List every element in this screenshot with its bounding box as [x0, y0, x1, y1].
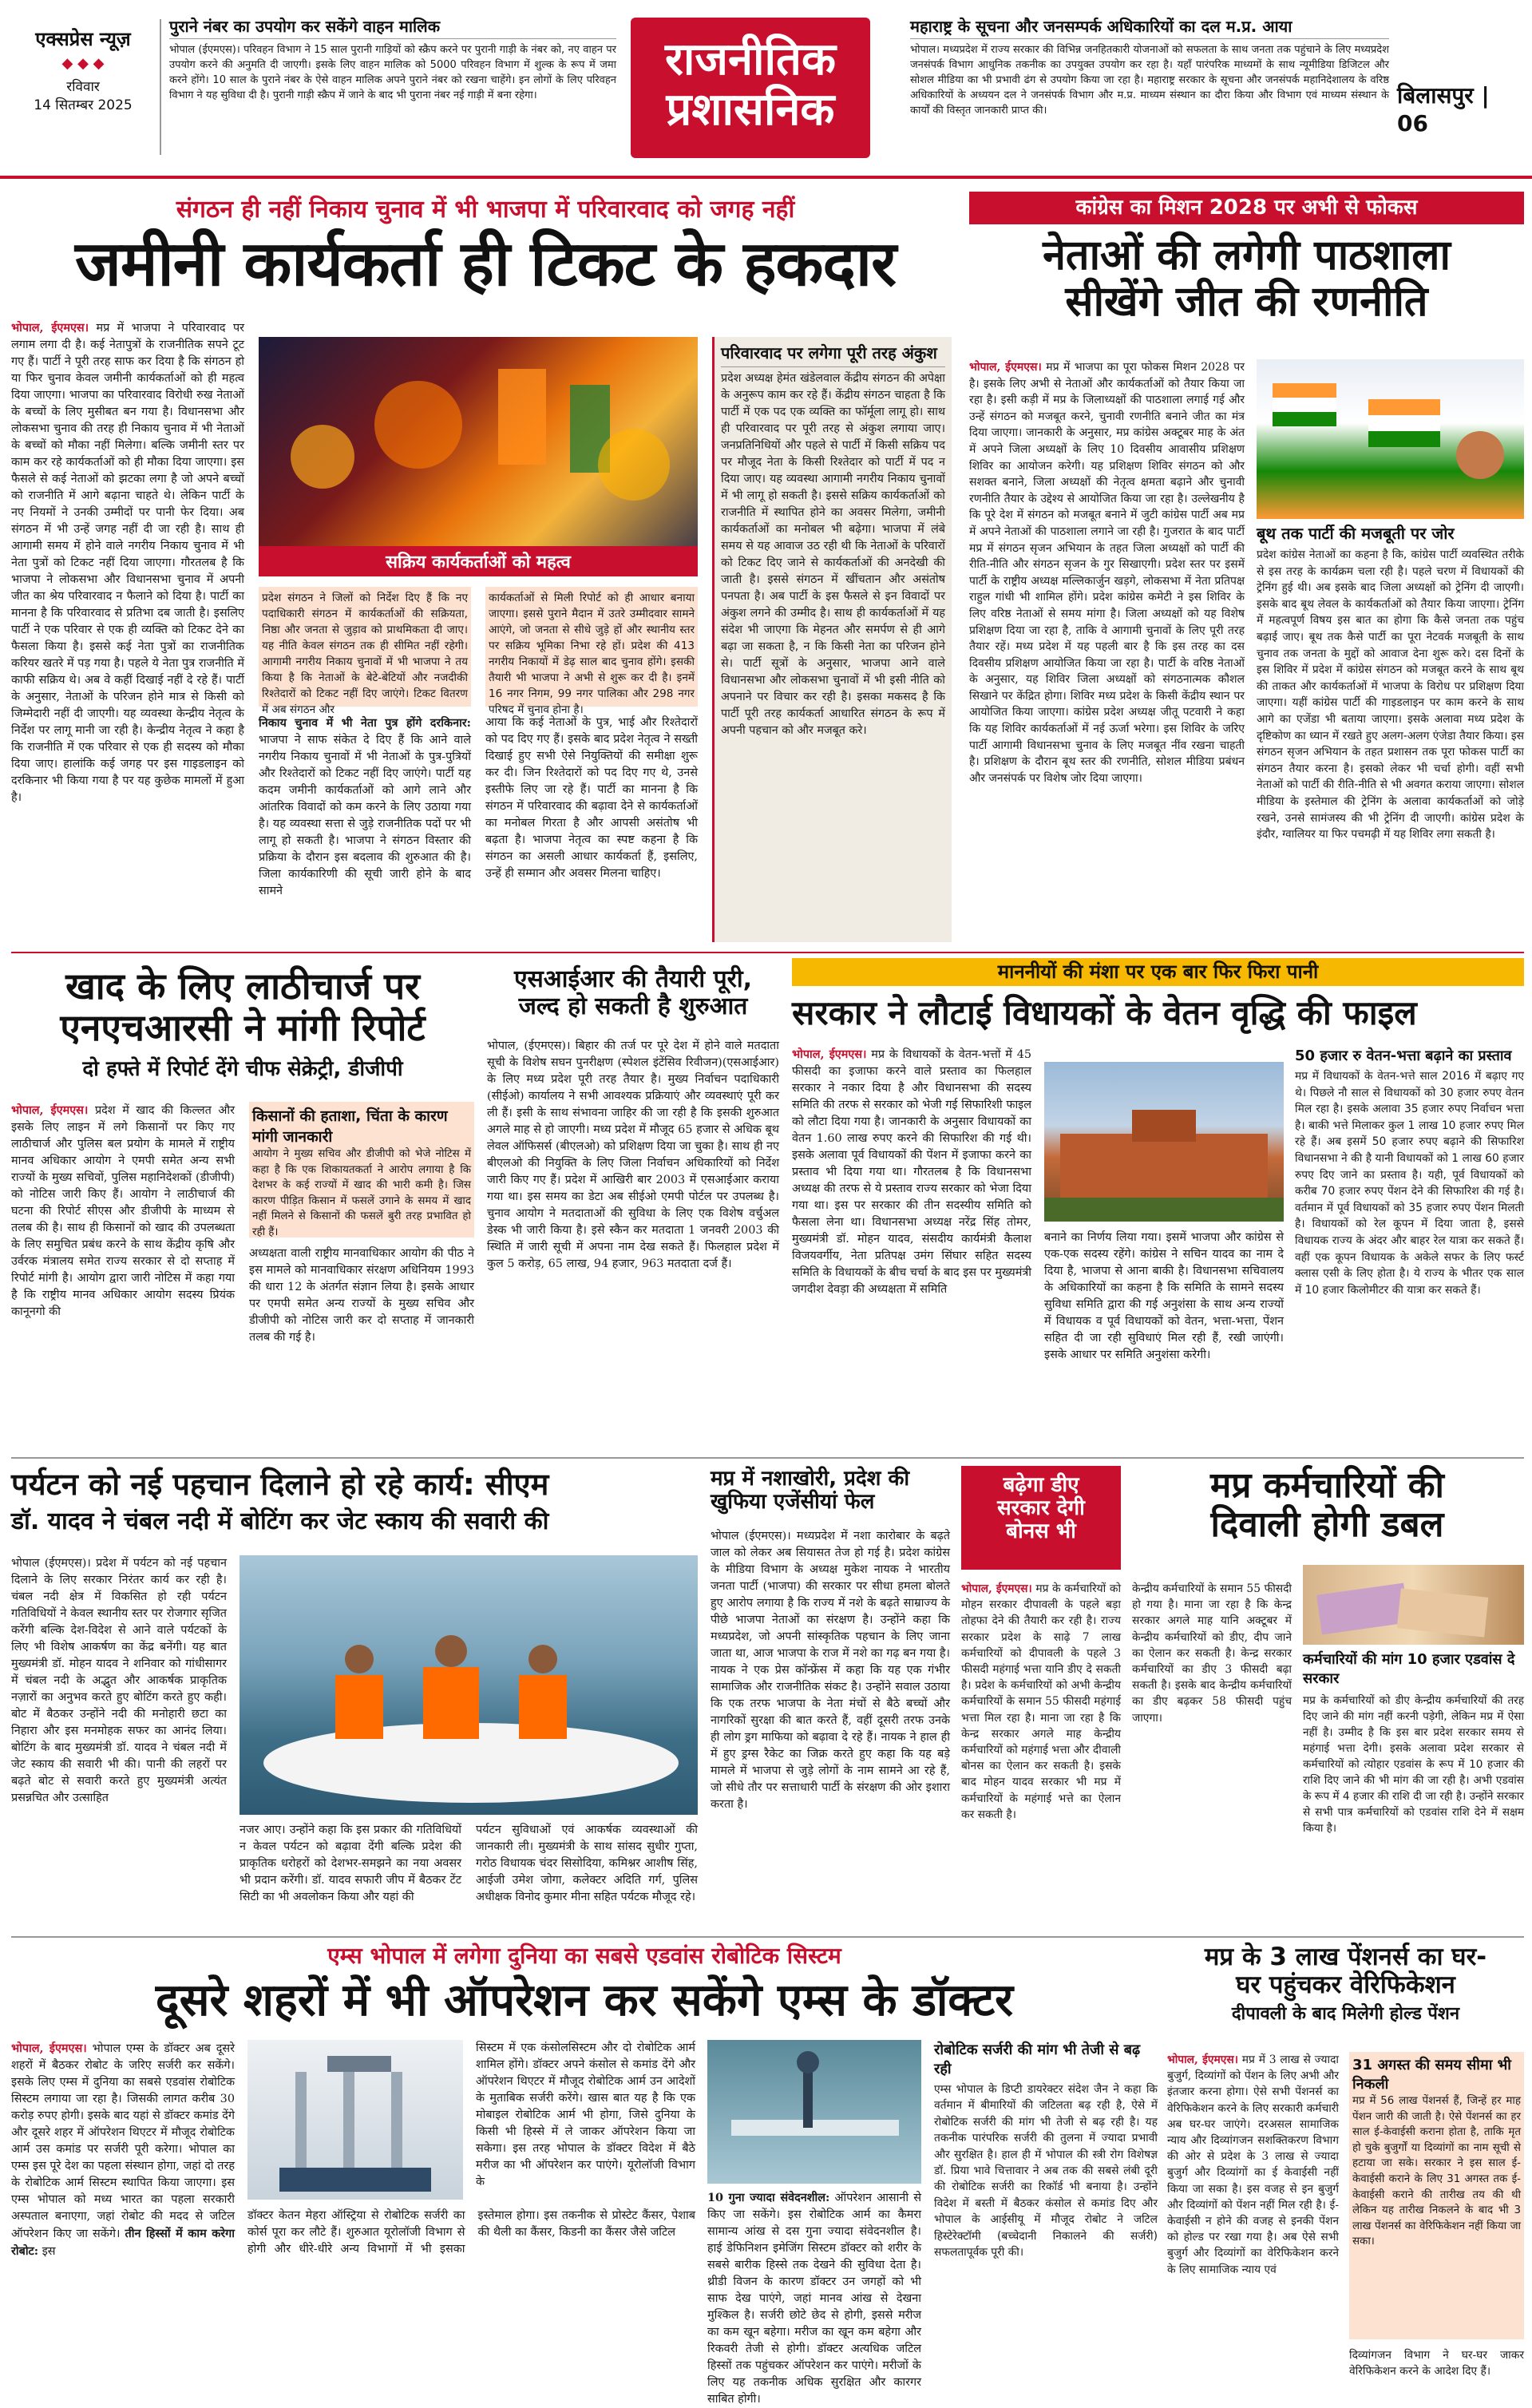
headline: सरकार ने लौटाई विधायकों के वेतन वृद्धि की फाइल — [792, 992, 1417, 1032]
building-illustration — [1044, 1062, 1284, 1222]
story-sir-prep — [487, 958, 779, 1453]
sidebar-box — [1295, 1046, 1524, 1449]
kicker: एम्स भोपाल में लगेगा दुनिया का सबसे एडवांस रोबोटिक सिस्टम — [327, 1943, 841, 1969]
kicker: माननीयों की मंशा पर एक बार फिर फिरा पानी — [792, 958, 1524, 986]
sidebar-body: प्रदेश कांग्रेस नेताओं का कहना है कि, कांग्रेस पार्टी व्यवस्थित तरीके से इस तरह के कार्यक्रम चला रही है। पहले चरण में विधायकों की ट्रेनिंग हुई थी। अब इसके बाद जिला अध्यक्षों को ट्रेनिंग दी जाएगी। इसके बाद बूथ लेवल के कार्यकर्ताओं को तैयार किया जाएगा। ट्रेनिंग में महत्वपूर्ण विषय इस बात का होगा कि कैसे जनता तक पहुंच बढ़ाई जाए। बूथ तक कैसे पार्टी का पूरा नेटवर्क मजबूती के साथ चुनाव तक जनता के मुद्दों को आवाज देना शुरू करे। दस दिनों के इस शिविर में प्रदेश में कांग्रेस संगठन को मजबूत करने के साथ बूथ की ताकत और कार्यकर्ताओं में भाजपा के विरोध पर प्रशिक्षण दिया जाएगा। यहीं कांग्रेस पार्टी की गाइडलाइन पर काम करने के साथ आगे का एजेंडा भी बताया जाएगा। इसके अलावा मध्य प्रदेश के दृष्टिकोण का ध्यान में रखते हुए अलग-अलग एंजेडा तैयार किया। इस संगठन सृजन अभियान के तहत प्रशासन तक पूरा फोकस पार्टी का संगठन तैयार करना है। इसको लेकर भी चर्चा होगी। वहीं सभी नेताओं को पार्टी की रीति-नीति से भी अवगत कराया जाएगा। सोशल मीडिया के इस्तेमाल की ट्रेनिंग के अलावा कार्यकर्ताओं को जोड़े रखने, उनसे सामंजस्य की भी ट्रेनिंग दी जाएगी। कांग्रेस प्रदेश के इंदौर, ग्वालियर या फिर पचमढ़ी में यह शिविर लगा सकती है। — [1257, 549, 1524, 842]
body-text: भोपाल, (ईएमएस)। बिहार की तर्ज पर पूरे देश में होने वाले मतदाता सूची के विशेष सघन पुनरीक्षण (स्पेशल इंटेंसिव रिवीजन)(एसआईआर) के लिए मध्य प्रदेश पूरी तरह तैयार है। मुख्य निर्वाचन पदाधिकारी (सीईओ) कार्यालय ने सभी आवश्यक प्रक्रियाएं और व्यवस्थाएं पूरी कर ली हैं। इसी के साथ संभावना जाहिर की जा रही है कि इसकी शुरुआत अगले माह से हो जाएगी। मध्य प्रदेश में मौजूद 65 हजार से अधिक बूथ लेवल ऑफिसर्स (बीएलओ) को प्रशिक्षण दिया जा चुका है। साथ ही नए बीएलओ की नियुक्ति के लिए जिला निर्वाचन अधिकारियों को निर्देश जारी किए गए हैं। प्रदेश में आखिरी बार 2003 में एसआईआर कराया गया था। इस समय का डेटा अब सीईओ एमपी पोर्टल पर उपलब्ध है। चुनाव आयोग ने मतदाताओं की सुविधा के लिए एक विशेष वर्चुअल डेस्क भी जारी किया है। इसे स्कैन कर मतदाता 1 जनवरी 2003 की स्थिति में जारी सूची में अपना नाम देख सकते हैं। फिलहाल प्रदेश में कुल 5 करोड़, 65 लाख, 94 हजार, 963 मतदाता दर्ज हैं। — [487, 1040, 779, 1270]
section-title-1: राजनीतिक — [665, 34, 836, 85]
body-text: भोपाल (ईएमएस)। प्रदेश में पर्यटन को नई पहचान दिलाने के लिए सरकार निरंतर कार्य कर रही है। चंबल नदी क्षेत्र में विकसित हो रही पर्यटन गतिविधियों ने केवल स्थानीय स्तर पर रोजगार सृजित करेंगी बल्कि देश-विदेश से आने वाले पर्यटकों के लिए भी विशेष आकर्षण का केंद्र बनेंगी। यह बात मुख्यमंत्री डॉ. मोहन यादव ने शनिवार को गांधीसागर में चंबल नदी के अद्भुत और आकर्षक प्राकृतिक नज़ारों का अनुभव करते हुए बोटिंग करते हुए कही। बोट में बैठकर उन्होंने नदी की मनोहारी छटा का निहारा और इस मनमोहक सफर का आनंद लिया। बोटिंग के बाद मुख्यमंत्री डॉ. यादव ने चंबल नदी में जेट स्काय की सवारी भी की। पानी की लहरों पर बढ़ते बोट से सवारी करते हुए मुख्यमंत्री अत्यंत प्रसन्नचित और उत्साहित — [11, 1557, 227, 1804]
flag-illustration — [1257, 359, 1524, 519]
story-column — [259, 715, 471, 942]
body-text: भोपाल (ईएमएस)। मध्यप्रदेश में नशा कारोबार के बढ़ते जाल को लेकर अब सियासत तेज हो गई है। प्रदेश कांग्रेस के मीडिया विभाग के अध्यक्ष मुकेश नायक ने भारतीय जनता पार्टी (भाजपा) की सरकार पर सीधा हमला बोलते हुए आरोप लगाया है कि राज्य में नशे के बढ़ते साम्राज्य के पीछे भाजपा नेताओं का संरक्षण है। उन्होंने कहा कि मध्यप्रदेश, जो अपनी सांस्कृतिक पहचान के लिए जाना जाता था, आज भाजपा के राज में नशे का गढ़ बन गया है। नायक ने एक प्रेस कॉन्फ्रेंस में कहा कि यह एक गंभीर सामाजिक और राजनीतिक संकट है। उन्होंने सवाल उठाया कि एक तरफ भाजपा के नेता मंचों से बैठे बच्चों और नागरिकों सुरक्षा की बात करते हैं, वहीं दूसरी तरफ उनके ही लोग ड्रग माफिया को बढ़ावा दे रहे हैं। नायक ने हाल ही में हुए ड्रग्स रैकेट का जिक्र करते हुए कहा कि यह बड़े मामले में भाजपा से जुड़े लोगों के नाम सामने आ रहे हैं, जो सीधे तौर पर सत्ताधारी पार्टी के संरक्षण की ओर इशारा करता है। — [711, 1530, 950, 1811]
section-rule — [11, 952, 1524, 953]
section-rule — [11, 1936, 1524, 1938]
boating-photo — [239, 1555, 698, 1815]
brief-left — [169, 18, 616, 153]
section-banner — [631, 18, 870, 158]
masthead — [0, 0, 1532, 172]
headline-2: सीखेंगे जीत की रणनीति — [1065, 278, 1428, 327]
currency-illustration — [1303, 1565, 1524, 1645]
subhead: 10 गुना ज्यादा संवेदनशील: — [707, 2191, 830, 2204]
surgery-illustration — [707, 2040, 921, 2184]
brief-left-body: भोपाल (ईएमएस)। परिवहन विभाग ने 15 साल पुरानी गाड़ियों को स्क्रैप करने पर पुरानी गाड़ी के नंबर को, नए वाहन पर उपयोग करने की अनुमति दी जाएगी। इसके लिए वाहन मालिक को 5000 परिवहन विभाग में शुल्क के रूप में जमा करने होंगे। 10 साल के पुराने नंबर के ऐसे वाहन मालिक अपने पुराने नंबर को रखना चाहेंगे। इन लोगों के लिए परिवहन विभाग ने यह सुविधा दी है। पुरानी गाड़ी स्क्रैप में जाने के बाद भी पुराना नंबर नई गाड़ी में बना रहेगा। — [169, 44, 616, 102]
headline: जमीनी कार्यकर्ता ही टिकट के हकदार — [74, 228, 896, 300]
sidebar-head: रोबोटिक सर्जरी की मांग भी तेजी से बढ़ रही — [934, 2042, 1141, 2077]
body-text: इस — [42, 2245, 56, 2258]
body-text: मप्र के विधायकों के वेतन-भत्तों में 45 फीसदी का इजाफा करने वाले प्रस्ताव का फिलहाल सरकार ने नकार दिया है और विधानसभा की सदस्य समिति की तरफ से सरकार को भेजी गई सिफारिशी फाइल को लौटा दिया गया है। जानकारी के अनुसार विधायकों का वेतन 1.60 लाख रुपए करने की सिफारिश की गई थी। इसके अलावा पूर्व विधायकों की पेंशन में इजाफा करने का प्रस्ताव भी दिया गया था। गौरतलब है कि विधानसभा अध्यक्ष की तरफ से ये प्रस्ताव राज्य सरकार को भेजा दिया गया था। इस पर सरकार की तीन सदस्यीय समिति को फैसला लेना था। विधानसभा अध्यक्ष नरेंद्र सिंह तोमर, मुख्यमंत्री डॉ. मोहन यादव, संसदीय कार्यमंत्री कैलाश विजयवर्गीय, नेता प्रतिपक्ष उमंग सिंघार सहित सदस्य समिति के विधायकों के बीच चर्चा के बाद इस पर मुख्यमंत्री जगदीश देवड़ा की अध्यक्षता में समिति — [792, 1048, 1031, 1296]
highlight-box — [249, 1102, 474, 1238]
city-name: बिलासपुर — [1397, 82, 1474, 109]
body-text: अध्यक्षता वाली राष्ट्रीय मानवाधिकार आयोग की पीठ ने इस मामले को मानवाधिकार संरक्षण अधिनियम 1993 की धारा 12 के अंतर्गत संज्ञान लिया है। इसके आधार पर एमपी समेत अन्य राज्यों के मुख्य सचिव और डीजीपी को नोटिस जारी कर दो सप्ताह में जानकारी तलब की गई है। — [249, 1247, 474, 1344]
page-label: बिलासपुर | 06 — [1397, 82, 1490, 137]
headline-2: घर पहुंचकर वेरिफिकेशन — [1236, 1970, 1455, 1999]
brand-name: एक्सप्रेस न्यूज़ — [35, 28, 131, 50]
story-column — [487, 1038, 779, 1449]
headline-1: मप्र कर्मचारियों की — [1210, 1465, 1444, 1506]
headline-2: जल्द हो सकती है शुरुआत — [518, 992, 748, 1020]
body-text: कार्यकर्ताओं से मिली रिपोर्ट को ही आधार बनाया जाएगा। इससे पुराने मैदान में उतरे उम्मीदवार सामने आएंगे, जो जनता से सीधे जुड़े हों और स्थानीय स्तर पर सक्रिय भूमिका निभा रहे हों। प्रदेश की 413 नगरीय निकायों में डेढ़ साल बाद चुनाव होंगे। इसकी तैयारी भी भाजपा ने अभी से शुरू कर दी है। इनमें 16 नगर निगम, 99 नगर पालिका और 298 नगर परिषद में चुनाव होना है। — [489, 592, 695, 716]
story-column — [239, 1822, 461, 1931]
kicker: कांग्रेस का मिशन 2028 पर अभी से फोकस — [969, 192, 1524, 224]
body-text: डॉक्टर केतन मेहरा ऑस्ट्रिया से रोबोटिक सर्जरी का कोर्स पूरा कर लौटे हैं। शुरुआत यूरोलॉजी विभाग से होगी और धीरे-धीरे अन्य विभागों में भी इसका इस्तेमाल होगा। इस तकनीक से प्रोस्टेट कैंसर, पेशाब की थैली का कैंसर, किडनी का कैंसर जैसे जटिल — [247, 2209, 695, 2256]
headline-2: एनएचआरसी ने मांगी रिपोर्ट — [60, 1005, 426, 1049]
dateline: भोपाल, ईएमएस। — [961, 1582, 1032, 1595]
dateline: भोपाल, ईएमएस। — [11, 321, 89, 335]
body-text: मप्र के कर्मचारियों को मोहन सरकार दीपावली के पहले बड़ा तोहफा देने की तैयारी कर रही है। राज्य सरकार प्रदेश के साढ़े 7 लाख कर्मचारियों को दीपावली के पहले 3 फीसदी महंगाई भत्ता यानि डीए दे सकती है। प्रदेश के कर्मचारियों को अभी केन्द्रीय कर्मचारियों के समान 55 फीसदी महंगाई भत्ता मिल रहा है। माना जा रहा है कि केन्द्र सरकार अगले माह केन्द्रीय कर्मचारियों को महंगाई भत्ता और दीवाली बोनस का ऐलान कर सकती है। इसके बाद मोहन यादव सरकार भी मप्र में कर्मचारियों के महंगाई भत्ते का ऐलान कर सकती है। — [961, 1582, 1122, 1821]
headline-1: पर्यटन को नई पहचान दिलाने हो रहे कार्य: सीएम — [11, 1467, 549, 1502]
headline-1: नेताओं की लगेगी पाठशाला — [1043, 232, 1451, 280]
boat-illustration — [239, 1555, 698, 1815]
headline-1: एसआईआर की तैयारी पूरी, — [513, 965, 753, 993]
story-bjp-ticket — [11, 192, 960, 946]
brief-right-body: भोपाल। मध्यप्रदेश में राज्य सरकार की विभिन्न जनहितकारी योजनाओं को सफलता के साथ जनता तक पहुंचाने के लिए मध्यप्रदेश जनसंपर्क विभाग आधुनिक तकनीक का उपयुक्त उपयोग कर रहा है। यहाँ पारंपरिक माध्यमों के साथ न्यूमीडिया डिजिटल और सोशल मीडिया का भी प्रभावी ढंग से उपयोग किया जा रहा है। महाराष्ट्र सरकार के सूचना और जनसंपर्क महानिदेशालय के वरिष्ठ अधिकारियों के अध्ययन दल ने जनसंपर्क विभाग और म.प्र. माध्यम संस्थान का दौरा किया और विभाग एवं माध्यम संस्थान के कार्यों की विस्तृत जानकारी प्राप्त की। — [910, 44, 1389, 117]
robot-photo — [247, 2040, 463, 2200]
story-tourism-cm — [11, 1461, 698, 1932]
body-text: नजर आए। उन्होंने कहा कि इस प्रकार की गतिविधियों न केवल पर्यटन को बढ़ावा देंगी बल्कि प्रदेश की प्राकृतिक धरोहरों को देशभर-समझने का नया अवसर भी प्रदान करेंगी। डॉ. यादव सफारी जीप में बैठकर टेंट सिटी का भी अवलोकन किया और यहां की — [239, 1824, 461, 1903]
headline-1: मप्र के 3 लाख पेंशनर्स का घर- — [1204, 1943, 1487, 1971]
highlight-box — [1349, 2052, 1524, 2339]
brief-right-head: महाराष्ट्र के सूचना और जनसम्पर्क अधिकारियों का दल म.प्र. आया — [910, 18, 1389, 39]
money-photo — [1303, 1565, 1524, 1645]
body-text: मप्र में भाजपा ने परिवारवाद पर लगाम लगा दी है। कई नेतापुत्रों के राजनीतिक सपने टूट गए हैं। पार्टी ने पूरी तरह साफ कर दिया है कि संगठन हो या फिर चुनाव केवल जमीनी कार्यकर्ताओं को ही महत्व दिया जाएगा। भाजपा का परिवारवाद विरोधी रुख नेताओं के बच्चों के लिए मुसीबत बन गया है। विधानसभा और लोकसभा चुनाव की तरह ही निकाय चुनाव में भी नेताओं के बच्चों को मौका नहीं मिलेगा। बल्कि जमीनी स्तर पर काम कर रहे कार्यकर्ताओं को ही मौका दिया जाएगा। इस फैसले से कई नेताओं को झटका लगा है जो अपने बच्चों को राजनीति में आगे बढ़ाना चाहते थे। लेकिन पार्टी के नए नियमों ने उनकी उम्मीदों पर पानी फेर दिया। अब संगठन में भी उन्हें जगह नहीं दी जा रही है। साथ ही आगामी समय में होने वाले नगरीय निकाय चुनाव में भी नेता पुत्रों को टिकट नहीं दिया जाएगा। गौरतलब है कि भाजपा ने लोकसभा और विधानसभा चुनाव में अपनी जीत का श्रेय परिवारवाद न फैलाने को दिया है। पार्टी का मानना है कि परिवारवाद से प्रतिभा दब जाती है। इसलिए पार्टी ने एक परिवार से एक ही व्यक्ति को टिकट देने का फैसला किया है। इससे कई नेता पुत्रों का राजनीतिक करियर खतरे में पड़ गया है। पहले ये नेता पुत्र राजनीति में काफी सक्रिय थे। अब वे कहीं दिखाई नहीं दे रहे हैं। पार्टी के अनुसार, नेताओं के परिजन होने मात्र से किसी को जिम्मेदारी नहीं दी जाएगी। यह व्यवस्था केन्द्रीय नेतृत्व के निर्देश पर लागू मानी जा रही है। केन्द्रीय नेतृत्व ने कहा है कि राजनीति में एक परिवार से एक ही सदस्य को मौका दिया जाए। हालांकि कई जगह पर इस गाइडलाइन को दरकिनार भी किया गया है पर यह कुछेक मामलों में हुआ है। — [11, 322, 245, 804]
story-nhrc-report — [11, 958, 474, 1453]
promo-line-2: सरकार देगी — [997, 1496, 1085, 1521]
headline-2: डॉ. यादव ने चंबल नदी में बोटिंग कर जेट स्काय की सवारी की — [11, 1507, 549, 1535]
sidebar-body: मप्र के कर्मचारियों को डीए केन्द्रीय कर्मचारियों की तरह दिए जाने की मांग नहीं करनी पड़ेगी, लेकिन मप्र में ऐसा नहीं है। उम्मीद है कि इस बार प्रदेश सरकार समय से महंगाई भत्ता देगी। इसके अलावा प्रदेश सरकार से कर्मचारियों को त्योहार एडवांस के रूप में 10 हजार की राशि दिए जाने की भी मांग की जा रही है। अभी एडवांस के रूप में 4 हजार की राशि दी जा रही है। उन्होंने सरकार से सभी पात्र कर्मचारियों को एडवांस राशि देने में सक्षम किया है। — [1303, 1694, 1524, 1835]
sidebar-head: परिवारवाद पर लगेगा पूरी तरह अंकुश — [721, 342, 945, 367]
box-head: किसानों की हताशा, चिंता के कारण मांगी जानकारी — [252, 1107, 448, 1146]
body-text: प्रदेश में खाद की किल्लत और इसके लिए लाइन में लगे किसानों पर किए गए लाठीचार्ज और पुलिस बल प्रयोग के मामले में राष्ट्रीय मानव अधिकार आयोग ने एमपी समेत अन्य सभी राज्यों के मुख्य सचिवों, पुलिस महानिदेशकों (डीजीपी) को नोटिस जारी किए हैं। आयोग ने लाठीचार्ज की घटना की रिपोर्ट सीएस और डीजीपी के माध्यम से तलब की है। साथ ही किसानों को खाद की उपलब्धता के लिए समुचित प्रबंध करने के साथ केंद्रीय कृषि और उर्वरक मंत्रालय समेत राज्य सरकार से दो सप्ताह में रिपोर्ट मांगी है। आयोग द्वारा जारी नोटिस में कहा गया है कि राष्ट्रीय मानव अधिकार आयोग सदस्य प्रियंक कानूनगो की — [11, 1104, 236, 1318]
promo-line-1: बढ़ेगा डीए — [1003, 1473, 1079, 1497]
promo-box — [961, 1466, 1121, 1570]
story-congress-training — [969, 192, 1524, 946]
dateline: भोपाल, ईएमएस। — [11, 1103, 89, 1117]
story-pension-verification — [1167, 1940, 1524, 2399]
dateline: भोपाल, ईएमएस। — [1167, 2054, 1238, 2066]
story-column — [711, 1528, 950, 1931]
issue-day: रविवार — [66, 78, 100, 95]
promo-line-3: बोनस भी — [1006, 1519, 1076, 1544]
body-text: प्रदेश संगठन ने जिलों को निर्देश दिए हैं कि नए पदाधिकारी संगठन में कार्यकर्ताओं की सक्रियता, निष्ठा और जनता से जुड़ाव को प्राथमिकता दी जाए। यह नीति केवल संगठन तक ही सीमित नहीं रहेगी। आगामी नगरीय निकाय चुनावों में भी भाजपा ने तय किया है कि नेताओं के बेटे-बेटियों और नजदीकी रिश्तेदारों को टिकट नहीं दिए जाएंगे। टिकट वितरण में अब संगठन और — [262, 592, 468, 716]
story-column — [969, 359, 1245, 942]
story-column — [11, 1102, 235, 1449]
box-body: मप्र में 56 लाख पेंशनर्स हैं, जिन्हें हर माह पेंशन जारी की जाती है। ऐसे पेंशनर्स का हर साल ई-केवाईसी कराना होता है, ताकि मृत हो चुके बुजुर्गों या दिव्यांगों का नाम सूची से हटाया जा सके। सरकार ने इस साल ई-केवाईसी कराने के लिए 31 अगस्त तक ई-केवाईसी कराने की तारीख तय की थी लेकिन यह तारीख निकलने के बाद भी 3 लाख पेंशनर्स का वेरिफिकेशन नहीं किया जा सका। — [1352, 2095, 1521, 2248]
page-number: 06 — [1397, 110, 1428, 137]
story-aiims-robotic — [11, 1940, 1158, 2406]
story-column — [485, 587, 698, 716]
brief-left-head: पुराने नंबर का उपयोग कर सकेंगे वाहन मालिक — [169, 18, 616, 39]
story-column — [476, 2040, 695, 2200]
dateline: भोपाल, ईएमएस। — [792, 1048, 867, 1061]
brief-right — [910, 18, 1389, 153]
story-mla-salary — [792, 958, 1524, 1453]
sidebar-box — [1303, 1565, 1524, 1931]
subhead: निकाय चुनाव में भी नेता पुत्र होंगे दरकिनार: — [259, 716, 471, 730]
story-column — [792, 1046, 1031, 1449]
divider — [160, 19, 161, 155]
kicker: संगठन ही नहीं निकाय चुनाव में भी भाजपा में परिवारवाद को जगह नहीं — [176, 196, 795, 224]
body-text: भाजपा ने साफ संकेत दे दिए हैं कि आने वाले नगरीय निकाय चुनावों में भी नेताओं के पुत्र-पुत्रियों और रिश्तेदारों को टिकट नहीं दिए जाएंगे। पार्टी यह कदम जमीनी कार्यकर्ताओं को आगे लाने और आंतरिक विवादों को कम करने के लिए उठाया गया है। यह व्यवस्था सत्ता से जुड़े राजनीतिक पदों पर भी लागू हो सकती है। भाजपा ने संगठन विस्तार की प्रक्रिया के दौरान इस बदलाव की शुरुआत की है। जिला कार्यकारिणी की सूची जारी होने के बाद सामने — [259, 734, 471, 897]
story-column — [259, 587, 471, 716]
assembly-photo — [1044, 1062, 1284, 1222]
story-column — [1132, 1581, 1292, 1931]
body-text: आया कि कई नेताओं के पुत्र, भाई और रिश्तेदारों को पद दिए गए हैं। इसके बाद प्रदेश नेतृत्व ने सख्ती दिखाई हुए सभी ऐसे नियुक्तियों की समीक्षा शुरू कर दी। जिन रिश्तेदारों को पद दिए गए थे, उनसे इस्तीफे लिए जा रहे हैं। पार्टी का मानना है कि संगठन में परिवारवाद की बढ़ावा देने से कार्यकर्ताओं का मनोबल गिरता है और आपसी असंतोष भी बढ़ता है। भाजपा नेतृत्व का स्पष्ट कहना है कि संगठन का असली आधार कार्यकर्ता हैं, इसलिए, उन्हें ही सम्मान और अवसर मिलना चाहिए। — [485, 716, 698, 880]
body-text: मप्र में भाजपा का पूरा फोकस मिशन 2028 पर है। इसके लिए अभी से नेताओं और कार्यकर्ताओं को तैयार किया जा रहा है। इसी कड़ी में मप्र के जिलाध्यक्षों की पाठशाला लगाई गई और उन्हें संगठन को मजबूत करने, चुनावी रणनीति बनाने जीत का मंत्र दिया जाएगा। जानकारी के अनुसार, मप्र कांग्रेस अक्टूबर माह के अंत में अपने जिला अध्यक्षों के लिए 10 दिवसीय आवासीय प्रशिक्षण शिविर का आयोजन करेगी। यह प्रशिक्षण शिविर संगठन को और सशक्त बनाने, जिला अध्यक्षों की नेतृत्व क्षमता बढ़ाने और चुनावी रणनीति तैयार के उद्देश्य से आयोजित किया जा रहा है। उल्लेखनीय है कि पूरे देश में संगठन को मजबूत बनाने में जुटी कांग्रेस पार्टी अब मप्र में अपने नेताओं की पाठशाला लगाने जा रही है। गुजरात के बाद पार्टी मप्र में संगठन सृजन अभियान के तहत जिला अध्यक्षों को पार्टी की रीति-नीति और संगठन सृजन के गुर सिखाएगी। प्रदेश स्तर पर इसमें पार्टी के राष्ट्रीय अध्यक्ष मल्लिकार्जुन खड़गे, लोकसभा में नेता प्रतिपक्ष राहुल गांधी भी शामिल होंगे। प्रदेश कांग्रेस कमेटी ने इस शिविर के लिए वरिष्ठ नेताओं से समय मांगा है। जिला अध्यक्षों को यह विशेष प्रशिक्षण दिया जा रहा है, ताकि वे आगामी चुनावों के लिए पूरी तरह तैयार रहें। मध्य प्रदेश में यह पहली बार है कि इस तरह का दस दिवसीय प्रशिक्षण आयोजित किया जा रहा है। पार्टी के वरिष्ठ नेताओं के अनुसार, यह शिविर जिला अध्यक्षों को संगठनात्मक कौशल सिखाने पर केंद्रित होगा। शिविर मध्य प्रदेश के किसी केंद्रीय स्थान पर आयोजित किया जाएगा। कांग्रेस प्रदेश अध्यक्ष जीतू पटवारी ने कहा कि यह शिविर कार्यकर्ताओं में नई ऊर्जा भरेगा। इस शिविर के जरिए पार्टी आगामी विधानसभा चुनाव के लिए मजबूत नींव रखना चाहती है। प्रशिक्षण के दौरान बूथ स्तर की रणनीति, सोशल मीडिया प्रबंधन और जनसंपर्क पर विशेष जोर दिया जाएगा। — [969, 361, 1245, 785]
body-text: दिव्यांगजन विभाग ने घर-घर जाकर वेरिफिकेशन करने के आदेश दिए हैं। — [1349, 2349, 1524, 2378]
sidebar-body: प्रदेश अध्यक्ष हेमंत खंडेलवाल केंद्रीय संगठन की अपेक्षा के अनुरूप काम कर रहे हैं। केंद्रीय संगठन चाहता है कि पार्टी में एक पद एक व्यक्ति का फॉर्मूला लागू हो। साथ ही परिवारवाद पर पूरी तरह से अंकुश लगाया जाए। जनप्रतिनिधियों और पहले से पार्टी में किसी सक्रिय पद पर मौजूद नेता के किसी रिश्तेदार को पार्टी में पद न दिया जाए। यह व्यवस्था आगामी नगरीय निकाय चुनावों में भी लागू हो सकती है। इससे सक्रिय कार्यकर्ताओं को राजनीति में स्थापित होने का अवसर मिलेगा, जमीनी कार्यकर्ताओं का मनोबल भी बढ़ेगा। भाजपा में लंबे समय से यह आवाज उठ रही थी कि नेताओं के परिवारों को टिकट दिए जाने से कार्यकर्ताओं की अनदेखी की जाती है। इससे संगठन में खींचतान और असंतोष पनपता है। अब पार्टी के इस फैसले से इन विवादों पर अंकुश लगने की उम्मीद है। साथ ही कार्यकर्ताओं में यह संदेश भी जाएगा कि मेहनत और समर्पण से ही आगे बढ़ा जा सकता है, न कि किसी नेता का परिजन होने से। पार्टी सूत्रों के अनुसार, भाजपा आने वाले विधानसभा और लोकसभा चुनावों में भी इसी नीति को अपनाने पर विचार कर रही है। इसका मकसद है कि पार्टी पूरी तरह कार्यकर्ता आधारित संगठन के रूप में अपनी पहचान को और मजबूत करे। — [721, 372, 945, 737]
story-employees-da — [961, 1461, 1524, 1932]
subhead: दो हफ्ते में रिपोर्ट देंगे चीफ सेक्रेट्री, डीजीपी — [82, 1057, 403, 1082]
sidebar-box — [1257, 522, 1524, 942]
story-column — [11, 319, 244, 942]
box-body: आयोग ने मुख्य सचिव और डीजीपी को भेजे नोटिस में कहा है कि एक शिकायतकर्ता ने आरोप लगाया है कि देशभर के कई राज्यों में खाद की भारी कमी है। जिस कारण पीड़ित किसान में फसलें उगाने के समय में खाद नहीं मिलने से किसानों की फसलें बुरी तरह प्रभावित हो रही हैं। — [252, 1148, 471, 1238]
rally-photo — [259, 337, 698, 576]
story-column — [476, 1822, 698, 1931]
congress-rally-photo — [1257, 359, 1524, 519]
story-column — [247, 2208, 695, 2395]
headline-1: मप्र में नशाखोरी, प्रदेश की — [711, 1467, 910, 1491]
story-column — [961, 1581, 1121, 1931]
headline-2: दिवाली होगी डबल — [1210, 1504, 1444, 1546]
story-column — [1167, 2052, 1339, 2395]
story-column — [11, 1555, 227, 1931]
section-rule — [11, 1457, 1524, 1459]
surgery-photo — [707, 2040, 921, 2184]
headline-1: खाद के लिए लाठीचार्ज पर — [65, 964, 420, 1008]
photo-caption: सक्रिय कार्यकर्ताओं को महत्व — [259, 546, 698, 576]
body-text: मप्र में 3 लाख से ज्यादा बुजुर्ग, दिव्यांगों को पेंशन के लिए अभी और इंतजार करना होगा। ऐसे सभी पेंशनर्स का वेरिफिकेशन करने के लिए सरकारी कर्मचारी अब घर-घर जाएंगे। दरअसल सामाजिक न्याय और दिव्यांगजन सशक्तिकरण विभाग की ओर से प्रदेश के 3 लाख से ज्यादा बुजुर्ग और दिव्यांगों का ई केवाईसी नहीं किया जा सका है। इस वजह से इन बुजुर्ग और दिव्यांगों को पेंशन नहीं मिल रही है। ई-केवाईसी न होने की वजह से इनकी पेंशन को होल्ड पर रखा गया है। अब ऐसे सभी बुजुर्ग और दिव्यांगों का वेरिफिकेशन करने के लिए सामाजिक न्याय एवं — [1167, 2054, 1340, 2276]
sidebar-head: 50 हजार रु वेतन-भत्ता बढ़ाने का प्रस्ताव — [1295, 1048, 1512, 1064]
dateline: भोपाल, ईएमएस। — [11, 2042, 87, 2055]
body-text: ऑपरेशन आसानी से किए जा सकेंगे। इस रोबोटिक आर्म का कैमरा सामान्य आंख से दस गुना ज्यादा संवेदनशील है। हाई डेफिनिशन इमेजिंग सिस्टम डॉक्टर को शरीर के सबसे बारीक हिस्से तक देखने की सुविधा देता है। थ्रीडी विजन के कारण डॉक्टर उन जगहों को भी साफ देख पाएंगे, जहां मानव आंख से देखना मुश्किल है। सर्जरी छोटे छेद से होगी, इससे मरीज का कम खून बहेगा। मरीज का खून कम बहेगा और रिकवरी तेजी से होगी। डॉक्टर अत्यधिक जटिल हिस्सों तक पहुंचकर ऑपरेशन कर पाएंगे। मरीजों के लिए यह तकनीक अधिक सुरक्षित और कारगर साबित होगी। — [707, 2192, 921, 2406]
body-text: केन्द्रीय कर्मचारियों के समान 55 फीसदी हो गया है। माना जा रहा है कि केन्द्र सरकार अगले माह यानि अक्टूबर में केन्द्रीय कर्मचारियों को डीए, दीप जाने का ऐलान कर सकती है। केन्द्र सरकार कर्मचारियों का डीए 3 फीसदी बढ़ा सकती है। इसके बाद केन्द्रीय कर्मचारियों का डीए बढ़कर 58 फीसदी पहुंच जाएगा। — [1132, 1582, 1292, 1725]
sidebar-box — [712, 337, 952, 942]
body-text: पर्यटन सुविधाओं एवं आकर्षक व्यवस्थाओं की जानकारी ली। मुख्यमंत्री के साथ सांसद सुधीर गुप्ता, गरोठ विधायक चंदर सिसोदिया, कमिश्नर आशीष सिंह, आईजी उमेश जोगा, कलेक्टर अदिति गर्ग, पुलिस अधीक्षक विनोद कुमार मीना सहित पर्यटक मौजूद रहे। — [476, 1824, 698, 1903]
headline: दूसरे शहरों में भी ऑपरेशन कर सकेंगे एम्स के डॉक्टर — [155, 1974, 1014, 2027]
issue-date: 14 सितम्बर 2025 — [34, 97, 133, 113]
story-column — [707, 2189, 921, 2406]
body-text: सिस्टम में एक कंसोलसिस्टम और दो रोबोटिक आर्म शामिल होंगे। डॉक्टर अपने कंसोल से कमांड देंगे और ऑपरेशन थिएटर में मौजूद रोबोटिक आर्म उन आदेशों के मुताबिक सर्जरी करेंगे। खास बात यह है कि एक मोबाइल रोबोटिक आर्म भी होगा, जिसे दुनिया के किसी भी हिस्से में ले जाकर ऑपरेशन किया जा सकेगा। इस तरह भोपाल के डॉक्टर विदेश में बैठे मरीज का भी ऑपरेशन कर पाएंगे। यूरोलॉजी विभाग के — [476, 2042, 695, 2188]
box-head: 31 अगस्त की समय सीमा भी निकली — [1352, 2057, 1511, 2093]
subhead: दीपावली के बाद मिलेगी होल्ड पेंशन — [1231, 2004, 1460, 2025]
story-column — [249, 1246, 474, 1449]
story-drug-abuse — [711, 1461, 950, 1932]
sidebar-body: एम्स भोपाल के डिप्टी डायरेक्टर संदेश जैन ने कहा कि वर्तमान में बीमारियों की जटिलता बढ़ रही है, ऐसे में रोबोटिक सर्जरी की मांग भी तेजी से बढ़ रही है। यह तकनीक पारंपरिक सर्जरी की तुलना में ज्यादा प्रभावी और सुरक्षित है। हाल ही में भोपाल की स्त्री रोग विशेषज्ञ डॉ. प्रिया भावे चित्तावार ने अब तक की सबसे लंबी दूरी की रोबोटिक सर्जरी का रिकॉर्ड भी बनाया है। उन्होंने विदेश में बस्ती में बैठकर कंसोल से कमांड दिए और भोपाल के आईसीयू में मौजूद रोबोट ने जटिल हिस्टेरेक्टॉमी (बच्चेदानी निकालने की सर्जरी) सफलतापूर्वक पूरी की। — [934, 2083, 1158, 2259]
rally-illustration — [259, 337, 698, 576]
robot-arm-illustration — [247, 2040, 463, 2200]
brand-box — [11, 14, 155, 158]
story-column — [11, 2040, 235, 2395]
sidebar-body: मप्र में विधायकों के वेतन-भत्ते साल 2016 में बढ़ाए गए थे। पिछले नौ साल से विधायकों को 30 हजार रुपए वेतन मिल रहा है। इसके अलावा 35 हजार रुपए निर्वाचन भत्ता है। बाकी भत्ते मिलाकर कुल 1 लाख 10 हजार रुपए मिल रहे हैं। अब इसमें 50 हजार रुपए बढ़ाने की सिफारिश विधानसभा ने की है यानी विधायकों को 1 लाख 60 हजार रुपए दिए जाने का प्रस्ताव है। यही, पूर्व विधायकों को करीब 70 हजार रुपए पेंशन देने की सिफारिश की गई है। वर्तमान में पूर्व विधायकों को 35 हजार रुपए पेंशन मिलती है। विधायकों को रेल कूपन में दिया जाता है, इससे विधायक राज्य के अंदर और बाहर रेल यात्रा कर सकते हैं। वहीं एक कूपन विधायक के अकेले सफर के लिए फर्स्ट क्लास एसी के लिए होता है। ये राज्य के भीतर एक साल में 10 हजार किलोमीटर की यात्रा कर सकते हैं। — [1295, 1070, 1524, 1297]
body-text: बनाने का निर्णय लिया गया। इसमें भाजपा और कांग्रेस से एक-एक सदस्य रहेंगे। कांग्रेस ने सचिन यादव का नाम दे दिया है, भाजपा से आना बाकी है। विधानसभा सचिवालय के अधिकारियों का कहना है कि समिति के सामने सदस्य सुविधा समिति द्वारा की गई अनुशंसा के साथ अन्य राज्यों में विधायक व पूर्व विधायकों को वेतन, भत्ता-भत्ता, पेंशन सहित दी जा रही सुविधाएं मिल रही हैं, रखी जाएंगी। इसके आधार पर समिति अनुशंसा करेगी। — [1044, 1231, 1284, 1361]
story-column — [485, 715, 698, 942]
sidebar-box — [934, 2040, 1158, 2395]
body-text: भोपाल एम्स के डॉक्टर अब दूसरे शहरों में बैठकर रोबोट के जरिए सर्जरी कर सकेंगे। इसके लिए एम्स में दुनिया का सबसे एडवांस रोबोटिक सिस्टम लगाया जा रहा है। जिसकी लागत करीब 30 करोड़ रुपए होगी। इसके बाद यहां से डॉक्टर कमांड देंगे और दूसरे शहर में ऑपरेशन थिएटर में मौजूद रोबोटिक आर्म उस कमांड पर सर्जरी पूरी करेगा। भोपाल का एम्स इस पूरे देश का पहला संस्थान होगा, जहां दो तरह के रोबोटिक आर्म सिस्टम स्थापित किया जाएगा। इस एम्स भोपाल को मध्य भारत का पहला सरकारी अस्पताल बनाएगा, जहां रोबोट की मदद से जटिल ऑपरेशन किए जा सकेंगे। — [11, 2042, 236, 2240]
story-column — [1349, 2347, 1524, 2395]
sidebar-head: कर्मचारियों की मांग 10 हजार एडवांस दे सरकार — [1303, 1651, 1515, 1687]
subhead: तीन हिस्सों में काम करेगा रोबोट: — [11, 2227, 235, 2258]
diamond-icon: ◆ ◆ ◆ — [61, 54, 105, 72]
headline-2: खुफिया एजेंसीयां फेल — [711, 1490, 875, 1515]
headline-block — [1130, 1466, 1524, 1545]
dateline: भोपाल, ईएमएस। — [969, 361, 1042, 374]
section-title-2: प्रशासनिक — [666, 83, 835, 136]
story-column — [1044, 1230, 1284, 1449]
masthead-rule — [0, 176, 1532, 179]
sidebar-head: बूथ तक पार्टी की मजबूती पर जोर — [1257, 524, 1455, 543]
